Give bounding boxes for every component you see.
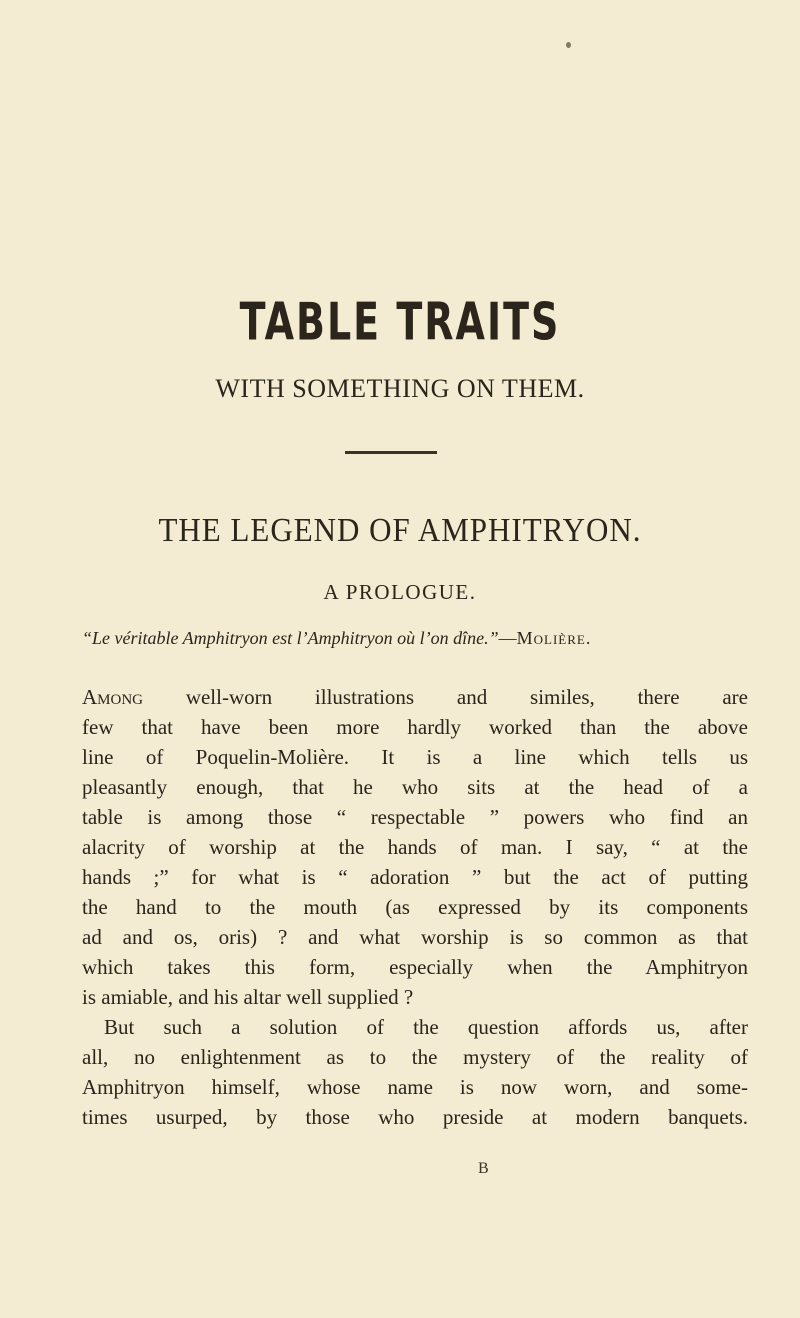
text-line: few that have been more hardly worked than the above xyxy=(82,715,748,739)
chapter-subtitle: A PROLOGUE. xyxy=(323,580,477,604)
text-line: which takes this form, especially when the Amphitryon xyxy=(82,955,748,979)
epigraph-quote: “Le véritable Amphitryon est l’Amphitryon où l’on dîne.” xyxy=(82,628,499,648)
text-line: times usurped, by those who preside at modern banquets. xyxy=(82,1105,748,1129)
text-line: hands ;” for what is “ adoration ” but the act of putting xyxy=(82,865,748,889)
book-title: TABLE TRAITS xyxy=(239,292,561,352)
ink-speck xyxy=(566,42,571,48)
body-text xyxy=(82,682,748,1132)
text-line: the hand to the mouth (as expressed by its components xyxy=(82,895,748,919)
text-line: pleasantly enough, that he who sits at the head of a xyxy=(82,775,748,799)
text-line: line of Poquelin-Molière. It is a line which tells us xyxy=(82,745,748,769)
text-line: alacrity of worship at the hands of man. I say, “ at the xyxy=(82,835,748,859)
chapter-title: THE LEGEND OF AMPHITRYON. xyxy=(158,510,642,549)
text-line: ad and os, oris) ? and what worship is so common as that xyxy=(82,925,748,949)
drop-word: Among xyxy=(82,685,144,709)
text-line: Among well-worn illustrations and similes, there are xyxy=(82,685,748,709)
book-subtitle: WITH SOMETHING ON THEM. xyxy=(215,374,585,403)
text-line: is amiable, and his altar well supplied ? xyxy=(82,985,414,1009)
epigraph-author: Molière. xyxy=(516,628,592,648)
text-line: table is among those “ respectable ” powers who find an xyxy=(82,805,748,829)
signature-mark: B xyxy=(478,1160,489,1177)
text-line: all, no enlightenment as to the mystery of the reality of xyxy=(82,1045,748,1069)
text-line: But such a solution of the question affords us, after xyxy=(104,1015,748,1039)
epigraph-dash: — xyxy=(498,628,517,648)
text-line: Amphitryon himself, whose name is now worn, and some- xyxy=(82,1075,748,1099)
divider-rule xyxy=(345,451,437,454)
epigraph xyxy=(82,628,752,649)
